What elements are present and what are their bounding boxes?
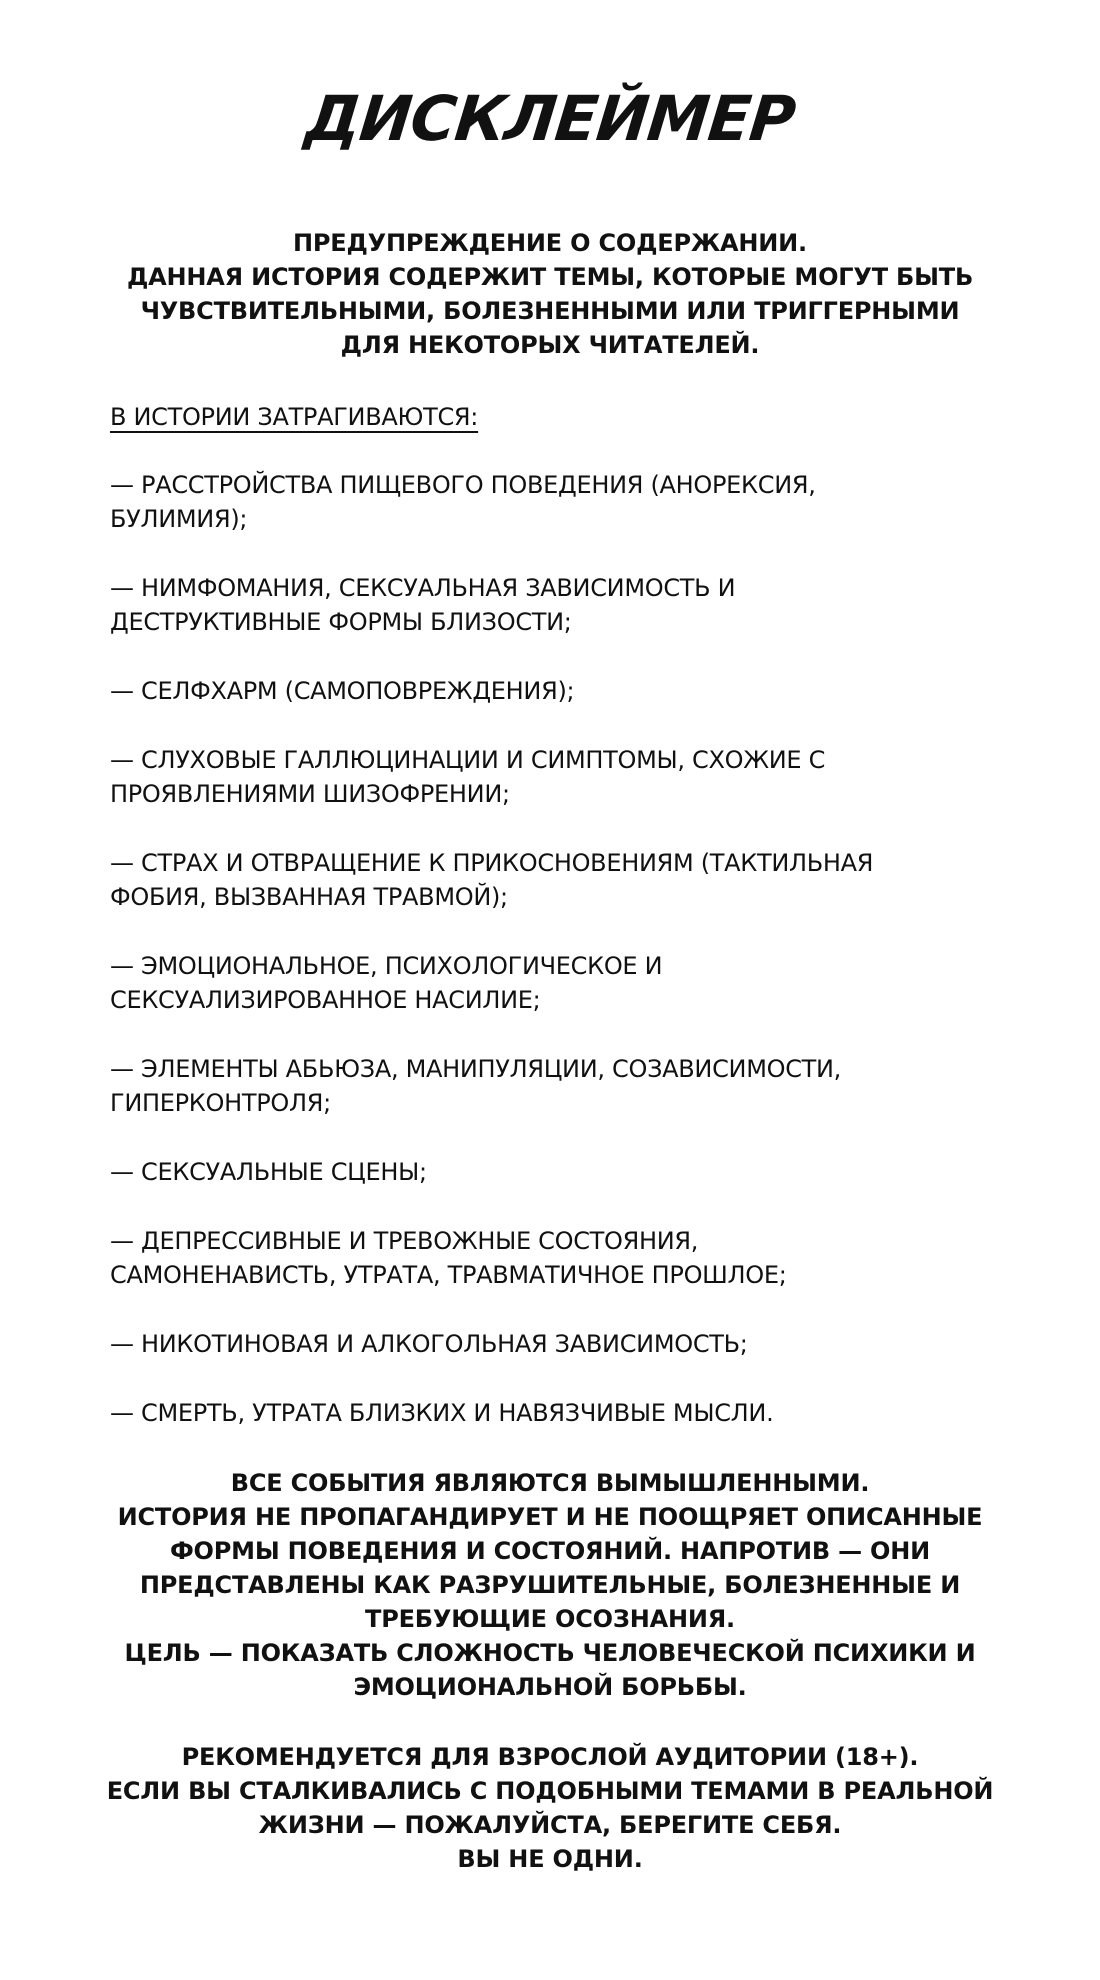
audience-recommendation <box>90 1740 1010 1876</box>
fiction-statement <box>90 1466 1010 1704</box>
topic-item: — СЕКСУАЛЬНЫЕ СЦЕНЫ; <box>110 1158 427 1186</box>
topic-item: — СЛУХОВЫЕ ГАЛЛЮЦИНАЦИИ И СИМПТОМЫ, СХОЖИЕ С ПРОЯВЛЕНИЯМИ ШИЗОФРЕНИИ; <box>110 746 826 808</box>
content-warning-intro <box>90 226 1010 362</box>
closing-line: ПРЕДСТАВЛЕНЫ КАК РАЗРУШИТЕЛЬНЫЕ, БОЛЕЗНЕННЫЕ И <box>139 1571 961 1599</box>
final-line: РЕКОМЕНДУЕТСЯ ДЛЯ ВЗРОСЛОЙ АУДИТОРИИ (18+). <box>181 1743 919 1771</box>
topics-heading: В ИСТОРИИ ЗАТРАГИВАЮТСЯ: <box>110 403 479 431</box>
final-line: ЕСЛИ ВЫ СТАЛКИВАЛИСЬ С ПОДОБНЫМИ ТЕМАМИ В РЕАЛЬНОЙ <box>106 1777 994 1805</box>
topic-item: — СЕЛФХАРМ (САМОПОВРЕЖДЕНИЯ); <box>110 677 575 705</box>
topic-item: — СМЕРТЬ, УТРАТА БЛИЗКИХ И НАВЯЗЧИВЫЕ МЫСЛИ. <box>110 1399 774 1427</box>
page-title: ДИСКЛЕЙМЕР <box>301 82 799 155</box>
final-line: ВЫ НЕ ОДНИ. <box>457 1845 643 1873</box>
closing-line: ТРЕБУЮЩИЕ ОСОЗНАНИЯ. <box>365 1605 735 1633</box>
topic-item: — ЭЛЕМЕНТЫ АБЬЮЗА, МАНИПУЛЯЦИИ, СОЗАВИСИМОСТИ, ГИПЕРКОНТРОЛЯ; <box>110 1055 841 1117</box>
topic-item: — НИКОТИНОВАЯ И АЛКОГОЛЬНАЯ ЗАВИСИМОСТЬ; <box>110 1330 748 1358</box>
closing-line: ФОРМЫ ПОВЕДЕНИЯ И СОСТОЯНИЙ. НАПРОТИВ — ОНИ <box>169 1537 931 1565</box>
final-line: ЖИЗНИ — ПОЖАЛУЙСТА, БЕРЕГИТЕ СЕБЯ. <box>258 1811 842 1839</box>
intro-line: ДЛЯ НЕКОТОРЫХ ЧИТАТЕЛЕЙ. <box>340 331 760 359</box>
topic-item: — ДЕПРЕССИВНЫЕ И ТРЕВОЖНЫЕ СОСТОЯНИЯ, САМОНЕНАВИСТЬ, УТРАТА, ТРАВМАТИЧНОЕ ПРОШЛОЕ; <box>110 1227 787 1289</box>
intro-line: ЧУВСТВИТЕЛЬНЫМИ, БОЛЕЗНЕННЫМИ ИЛИ ТРИГГЕРНЫМИ <box>140 297 960 325</box>
intro-line: ДАННАЯ ИСТОРИЯ СОДЕРЖИТ ТЕМЫ, КОТОРЫЕ МОГУТ БЫТЬ <box>126 263 974 291</box>
topic-item: — РАССТРОЙСТВА ПИЩЕВОГО ПОВЕДЕНИЯ (АНОРЕКСИЯ, БУЛИМИЯ); <box>110 471 816 533</box>
topics-list <box>110 468 1010 1465</box>
topic-item: — ЭМОЦИОНАЛЬНОЕ, ПСИХОЛОГИЧЕСКОЕ И СЕКСУАЛИЗИРОВАННОЕ НАСИЛИЕ; <box>110 952 663 1014</box>
topic-item: — СТРАХ И ОТВРАЩЕНИЕ К ПРИКОСНОВЕНИЯМ (ТАКТИЛЬНАЯ ФОБИЯ, ВЫЗВАННАЯ ТРАВМОЙ); <box>110 849 874 911</box>
closing-line: ЦЕЛЬ — ПОКАЗАТЬ СЛОЖНОСТЬ ЧЕЛОВЕЧЕСКОЙ ПСИХИКИ И <box>124 1639 976 1667</box>
topic-item: — НИМФОМАНИЯ, СЕКСУАЛЬНАЯ ЗАВИСИМОСТЬ И ДЕСТРУКТИВНЫЕ ФОРМЫ БЛИЗОСТИ; <box>110 574 736 636</box>
closing-line: ИСТОРИЯ НЕ ПРОПАГАНДИРУЕТ И НЕ ПООЩРЯЕТ ОПИСАННЫЕ <box>117 1503 983 1531</box>
closing-line: ЭМОЦИОНАЛЬНОЙ БОРЬБЫ. <box>353 1673 747 1701</box>
closing-line: ВСЕ СОБЫТИЯ ЯВЛЯЮТСЯ ВЫМЫШЛЕННЫМИ. <box>230 1469 870 1497</box>
intro-line: ПРЕДУПРЕЖДЕНИЕ О СОДЕРЖАНИИ. <box>293 229 807 257</box>
